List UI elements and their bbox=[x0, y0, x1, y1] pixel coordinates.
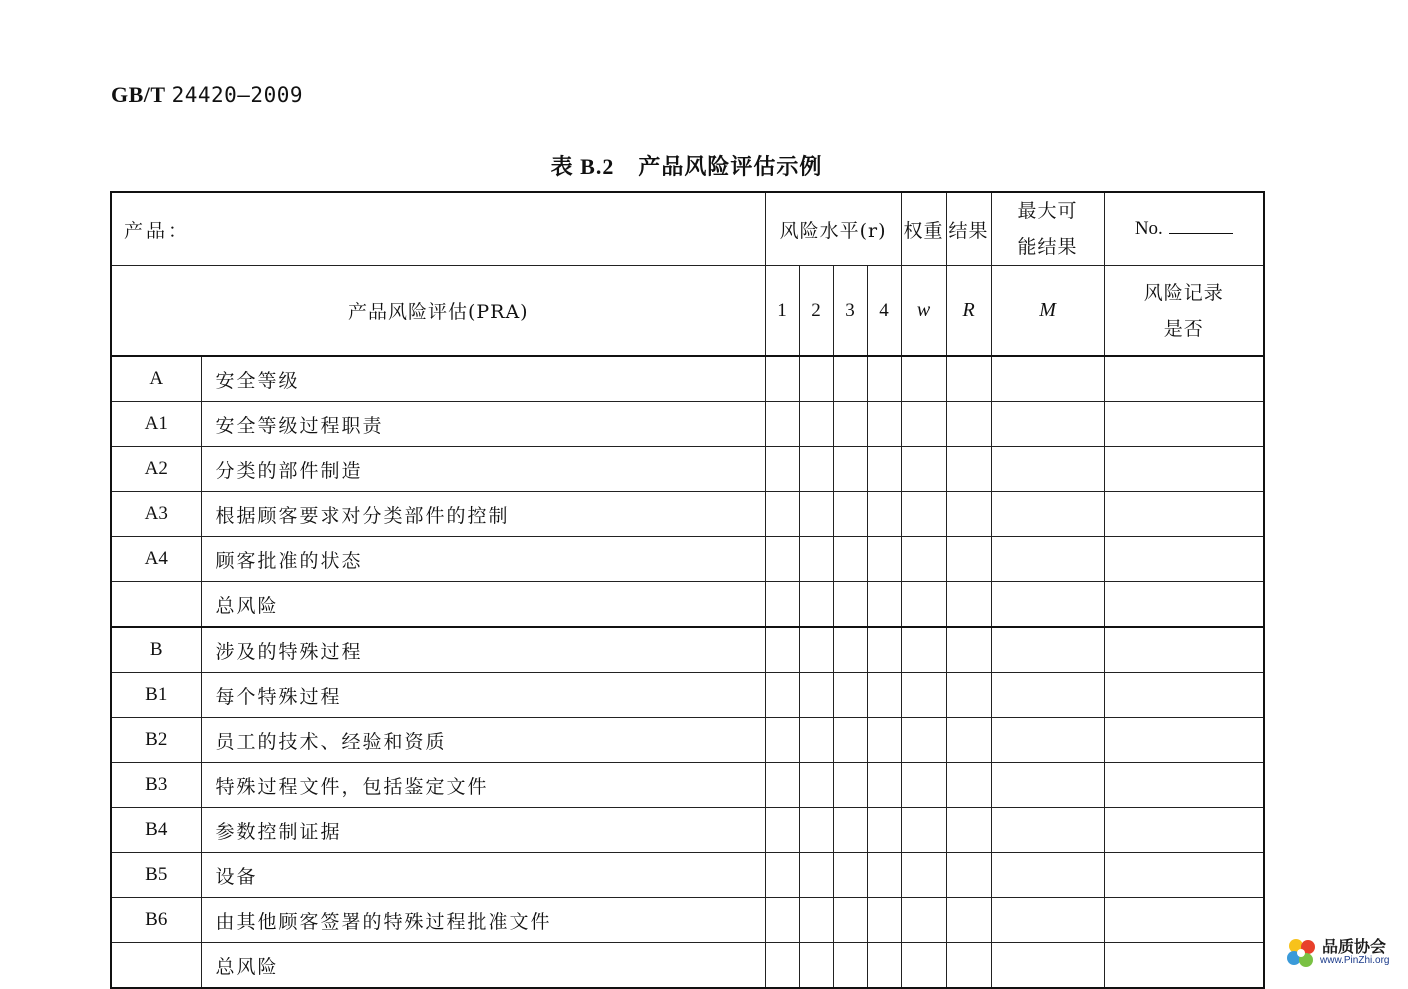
risk-record-cell bbox=[1104, 402, 1264, 447]
document-code bbox=[111, 82, 303, 108]
level-3-cell bbox=[833, 627, 867, 673]
level-4-cell bbox=[867, 718, 901, 763]
document-code-prefix: GB/T bbox=[111, 82, 166, 107]
max-result-cell bbox=[991, 582, 1104, 628]
level-2-cell bbox=[799, 673, 833, 718]
level-1-cell bbox=[765, 718, 799, 763]
row-description: 员工的技术、经验和资质 bbox=[201, 718, 765, 763]
row-code: B6 bbox=[111, 898, 201, 943]
level-3-cell bbox=[833, 673, 867, 718]
row-code: B3 bbox=[111, 763, 201, 808]
table-row bbox=[111, 356, 1264, 402]
result-cell bbox=[946, 763, 991, 808]
level-3-cell bbox=[833, 853, 867, 898]
weight-symbol: w bbox=[901, 266, 946, 357]
risk-record-cell bbox=[1104, 943, 1264, 989]
result-cell bbox=[946, 492, 991, 537]
level-1-cell bbox=[765, 898, 799, 943]
level-2-cell bbox=[799, 627, 833, 673]
watermark-name: 品质协会 bbox=[1322, 937, 1387, 956]
pra-label: 产品风险评估(PRA) bbox=[347, 301, 529, 323]
row-code: B5 bbox=[111, 853, 201, 898]
max-result-cell bbox=[991, 943, 1104, 989]
row-code: A3 bbox=[111, 492, 201, 537]
result-symbol: R bbox=[946, 266, 991, 357]
max-result-line1: 最大可 bbox=[1017, 200, 1078, 222]
table-row bbox=[111, 447, 1264, 492]
level-4-cell bbox=[867, 537, 901, 582]
level-1-cell bbox=[765, 763, 799, 808]
max-result-line2: 能结果 bbox=[1017, 236, 1078, 258]
row-description: 每个特殊过程 bbox=[201, 673, 765, 718]
level-3-cell bbox=[833, 898, 867, 943]
row-description: 根据顾客要求对分类部件的控制 bbox=[201, 492, 765, 537]
level-4-cell bbox=[867, 627, 901, 673]
pra-header bbox=[111, 266, 765, 357]
level-2-cell bbox=[799, 447, 833, 492]
max-result-cell bbox=[991, 537, 1104, 582]
product-risk-assessment-table bbox=[110, 191, 1265, 989]
table-caption bbox=[0, 150, 1373, 181]
max-result-cell bbox=[991, 898, 1104, 943]
table-row bbox=[111, 627, 1264, 673]
table-row bbox=[111, 673, 1264, 718]
result-cell bbox=[946, 356, 991, 402]
row-code: A1 bbox=[111, 402, 201, 447]
level-1-cell bbox=[765, 356, 799, 402]
table-caption-title: 产品风险评估示例 bbox=[638, 155, 823, 180]
level-2-cell bbox=[799, 808, 833, 853]
table-row bbox=[111, 582, 1264, 628]
max-result-cell bbox=[991, 808, 1104, 853]
row-code: A4 bbox=[111, 537, 201, 582]
weight-cell bbox=[901, 673, 946, 718]
table-row bbox=[111, 763, 1264, 808]
weight-label: 权重 bbox=[903, 219, 944, 242]
table-row bbox=[111, 943, 1264, 989]
number-header bbox=[1104, 192, 1264, 266]
level-1-cell bbox=[765, 492, 799, 537]
row-description: 特殊过程文件，包括鉴定文件 bbox=[201, 763, 765, 808]
weight-cell bbox=[901, 447, 946, 492]
weight-cell bbox=[901, 763, 946, 808]
level-3-cell bbox=[833, 582, 867, 628]
row-description: 涉及的特殊过程 bbox=[201, 627, 765, 673]
row-description: 顾客批准的状态 bbox=[201, 537, 765, 582]
level-4-cell bbox=[867, 582, 901, 628]
result-cell bbox=[946, 537, 991, 582]
risk-record-cell bbox=[1104, 763, 1264, 808]
row-description: 总风险 bbox=[201, 582, 765, 628]
level-2-cell bbox=[799, 898, 833, 943]
row-code: B4 bbox=[111, 808, 201, 853]
table-row bbox=[111, 402, 1264, 447]
level-3-cell bbox=[833, 492, 867, 537]
max-result-cell bbox=[991, 718, 1104, 763]
table-row bbox=[111, 808, 1264, 853]
row-code: A2 bbox=[111, 447, 201, 492]
max-result-cell bbox=[991, 447, 1104, 492]
level-1-cell bbox=[765, 808, 799, 853]
level-2-cell bbox=[799, 582, 833, 628]
result-cell bbox=[946, 402, 991, 447]
row-description: 设备 bbox=[201, 853, 765, 898]
risk-record-cell bbox=[1104, 673, 1264, 718]
weight-cell bbox=[901, 718, 946, 763]
weight-cell bbox=[901, 537, 946, 582]
product-label-cell bbox=[111, 192, 765, 266]
level-4-cell bbox=[867, 356, 901, 402]
level-1-cell bbox=[765, 582, 799, 628]
row-code: B bbox=[111, 627, 201, 673]
table-caption-number: 表 B.2 bbox=[550, 154, 615, 179]
level-2-cell bbox=[799, 402, 833, 447]
watermark-logo bbox=[1284, 934, 1408, 973]
level-4-cell bbox=[867, 673, 901, 718]
table-row bbox=[111, 718, 1264, 763]
weight-cell bbox=[901, 627, 946, 673]
risk-record-header bbox=[1104, 266, 1264, 357]
level-3-header: 3 bbox=[833, 266, 867, 357]
weight-cell bbox=[901, 582, 946, 628]
risk-record-cell bbox=[1104, 898, 1264, 943]
risk-record-cell bbox=[1104, 582, 1264, 628]
level-3-cell bbox=[833, 718, 867, 763]
max-result-cell bbox=[991, 356, 1104, 402]
level-4-cell bbox=[867, 943, 901, 989]
result-cell bbox=[946, 808, 991, 853]
result-header bbox=[946, 192, 991, 266]
max-result-cell bbox=[991, 763, 1104, 808]
level-3-cell bbox=[833, 447, 867, 492]
level-2-cell bbox=[799, 537, 833, 582]
max-result-cell bbox=[991, 627, 1104, 673]
result-cell bbox=[946, 447, 991, 492]
level-4-cell bbox=[867, 853, 901, 898]
level-3-cell bbox=[833, 763, 867, 808]
level-3-cell bbox=[833, 537, 867, 582]
weight-cell bbox=[901, 853, 946, 898]
weight-cell bbox=[901, 356, 946, 402]
risk-record-cell bbox=[1104, 537, 1264, 582]
max-symbol: M bbox=[991, 266, 1104, 357]
number-label: No. bbox=[1134, 218, 1163, 239]
level-4-cell bbox=[867, 808, 901, 853]
level-2-cell bbox=[799, 718, 833, 763]
risk-level-header bbox=[765, 192, 901, 266]
risk-record-cell bbox=[1104, 853, 1264, 898]
level-1-cell bbox=[765, 943, 799, 989]
risk-record-cell bbox=[1104, 718, 1264, 763]
row-code: B2 bbox=[111, 718, 201, 763]
max-result-cell bbox=[991, 853, 1104, 898]
risk-record-cell bbox=[1104, 627, 1264, 673]
result-cell bbox=[946, 853, 991, 898]
max-result-cell bbox=[991, 673, 1104, 718]
row-code bbox=[111, 582, 201, 628]
risk-record-cell bbox=[1104, 447, 1264, 492]
weight-cell bbox=[901, 943, 946, 989]
risk-record-line2: 是否 bbox=[1163, 317, 1204, 340]
row-description: 安全等级过程职责 bbox=[201, 402, 765, 447]
max-result-cell bbox=[991, 402, 1104, 447]
weight-cell bbox=[901, 402, 946, 447]
result-cell bbox=[946, 718, 991, 763]
weight-cell bbox=[901, 492, 946, 537]
level-1-cell bbox=[765, 853, 799, 898]
weight-cell bbox=[901, 898, 946, 943]
row-code bbox=[111, 943, 201, 989]
row-description: 由其他顾客签署的特殊过程批准文件 bbox=[201, 898, 765, 943]
weight-header bbox=[901, 192, 946, 266]
level-2-cell bbox=[799, 356, 833, 402]
row-code: B1 bbox=[111, 673, 201, 718]
level-1-cell bbox=[765, 537, 799, 582]
level-2-cell bbox=[799, 943, 833, 989]
level-4-cell bbox=[867, 402, 901, 447]
level-4-cell bbox=[867, 898, 901, 943]
result-cell bbox=[946, 943, 991, 989]
watermark-url: www.PinZhi.org bbox=[1320, 955, 1390, 966]
row-description: 总风险 bbox=[201, 943, 765, 989]
level-4-cell bbox=[867, 763, 901, 808]
result-cell bbox=[946, 898, 991, 943]
risk-record-cell bbox=[1104, 808, 1264, 853]
result-cell bbox=[946, 627, 991, 673]
level-1-cell bbox=[765, 447, 799, 492]
table-row bbox=[111, 898, 1264, 943]
level-2-cell bbox=[799, 853, 833, 898]
header-row-2 bbox=[111, 266, 1264, 357]
header-row-1 bbox=[111, 192, 1264, 266]
risk-record-cell bbox=[1104, 356, 1264, 402]
table-row bbox=[111, 537, 1264, 582]
row-description: 安全等级 bbox=[201, 356, 765, 402]
table-row bbox=[111, 492, 1264, 537]
level-1-cell bbox=[765, 402, 799, 447]
risk-record-line1: 风险记录 bbox=[1143, 281, 1224, 304]
number-blank bbox=[1169, 219, 1233, 234]
level-1-header: 1 bbox=[765, 266, 799, 357]
level-2-header: 2 bbox=[799, 266, 833, 357]
table-row bbox=[111, 853, 1264, 898]
level-3-cell bbox=[833, 402, 867, 447]
max-result-cell bbox=[991, 492, 1104, 537]
flower-logo-icon bbox=[1284, 936, 1320, 970]
row-description: 分类的部件制造 bbox=[201, 447, 765, 492]
level-4-cell bbox=[867, 447, 901, 492]
result-cell bbox=[946, 673, 991, 718]
level-1-cell bbox=[765, 627, 799, 673]
document-code-number: 24420—2009 bbox=[171, 83, 304, 107]
result-label: 结果 bbox=[948, 219, 989, 242]
level-3-cell bbox=[833, 808, 867, 853]
weight-cell bbox=[901, 808, 946, 853]
risk-record-cell bbox=[1104, 492, 1264, 537]
row-description: 参数控制证据 bbox=[201, 808, 765, 853]
result-cell bbox=[946, 582, 991, 628]
level-2-cell bbox=[799, 492, 833, 537]
level-3-cell bbox=[833, 356, 867, 402]
item-rows bbox=[111, 356, 1264, 988]
row-code: A bbox=[111, 356, 201, 402]
level-4-header: 4 bbox=[867, 266, 901, 357]
level-2-cell bbox=[799, 763, 833, 808]
level-3-cell bbox=[833, 943, 867, 989]
risk-level-label: 风险水平(r) bbox=[779, 219, 887, 242]
level-1-cell bbox=[765, 673, 799, 718]
product-label: 产品： bbox=[124, 219, 191, 242]
level-4-cell bbox=[867, 492, 901, 537]
max-result-header bbox=[991, 192, 1104, 266]
